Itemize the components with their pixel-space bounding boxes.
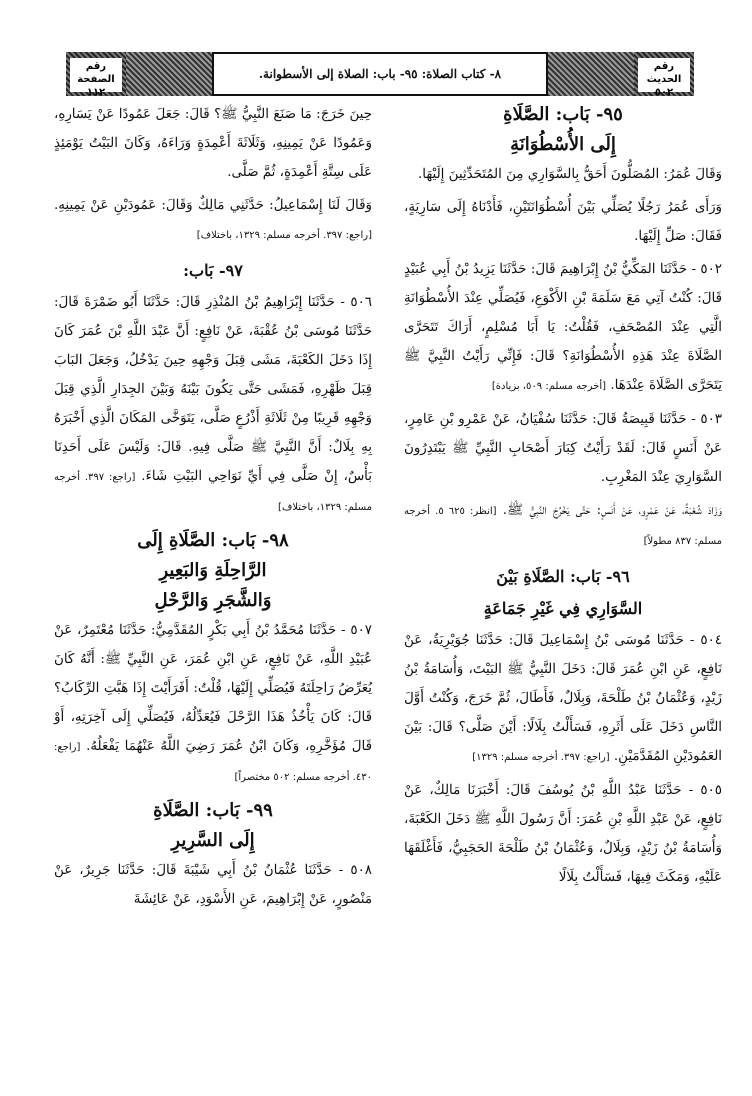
page-number-value: ١١٢: [86, 87, 106, 98]
hadith-number-box: [634, 52, 694, 96]
hadith-reference: [انظر: ٦٢٥ ٥. أخرجه مسلم: ٨٣٧ مطولاً]: [404, 506, 722, 547]
chapter-95-title-line1: ٩٥- بَاب: الصَّلَاةِ: [503, 104, 623, 125]
hadith-505: ٥٠٥ - حَدَّثَنَا عَبْدُ اللَّهِ بْنُ يُوسُفَ قَالَ: أَخْبَرَنَا مَالِكٌ، عَنْ نَافِعٍ، عَنْ عَبْدِ اللَّهِ بْنِ عُمَرَ: أَنَّ رَسُولَ اللَّهِ ﷺ دَخَلَ الكَعْبَةَ، وَأُسَامَةُ بْنُ زَيْدٍ، وَبِلَالٌ، وَعُثْمَانُ بْنُ طَلْحَةَ الحَجَبِيُّ، فَأَغْلَقَهَا عَلَيْهِ، وَمَكَثَ فِيهَا، فَسَأَلْتُ بِلَالًا: [404, 783, 722, 885]
running-title: ٨- كتاب الصلاة: ٩٥- باب: الصلاة إلى الأسطوانة.: [212, 52, 548, 96]
paragraph: وَرَأَى عُمَرُ رَجُلًا يُصَلِّي بَيْنَ أُسْطُوَانَتَيْنِ، فَأَدْنَاهُ إِلَى سَارِيَةٍ، فَقَالَ: صَلِّ إِلَيْهَا.: [404, 200, 722, 244]
left-column: [54, 100, 372, 918]
chapter-98-title-line1: ٩٨- بَاب: الصَّلَاةِ إِلَى: [137, 530, 289, 551]
chapter-96-title-line2: السَّوَارِي فِي غَيْرِ جَمَاعَةٍ: [483, 599, 643, 618]
hadith-505-continued: حِينَ خَرَجَ: مَا صَنَعَ النَّبِيُّ ﷺ؟ قَالَ: جَعَلَ عَمُودًا عَنْ يَسَارِهِ، وَعَمُودًا عَنْ يَمِينِهِ، وَثَلَاثَةَ أَعْمِدَةٍ وَرَاءَهُ، وَكَانَ البَيْتُ يَوْمَئِذٍ عَلَى سِتَّةِ أَعْمِدَةٍ، ثُمَّ صَلَّى.: [54, 107, 372, 180]
hadith-reference: [راجع: ٤٣٠. أخرجه مسلم: ٥٠٢ مختصراً]: [54, 742, 372, 783]
hadith-507: [54, 616, 372, 792]
page-number-label: رقم الصفحة: [77, 61, 115, 85]
chapter-98-title-line3: وَالشَّجَرِ وَالرَّحْلِ: [154, 590, 272, 611]
hadith-502: [404, 255, 722, 401]
chapter-99-title-line2: إِلَى السَّرِيرِ: [171, 830, 255, 851]
page-header: [66, 52, 694, 96]
hadith-504: [404, 626, 722, 772]
hadith-text: ٥٠٦ - حَدَّثَنَا إِبْرَاهِيمُ بْنُ المُنْذِرِ قَالَ: حَدَّثَنَا أَبُو ضَمْرَةَ قَالَ: حَدَّثَنَا مُوسَى بْنُ عُقْبَةَ، عَنْ نَافِعٍ: أَنَّ عَبْدَ اللَّهِ بْنَ عُمَرَ كَانَ إِذَا دَخَلَ الكَعْبَةَ، مَشَى قِبَلَ وَجْهِهِ حِينَ يَدْخُلُ، وَجَعَلَ البَابَ قِبَلَ ظَهْرِهِ، فَمَشَى حَتَّى يَكُونَ بَيْنَهُ وَبَيْنَ الجِدَارِ الَّذِي قِبَلَ وَجْهِهِ قَرِيبًا مِنْ ثَلَاثَةِ أَذْرُعٍ صَلَّى، يَتَوَخَّى المَكَانَ الَّذِي أَخْبَرَهُ بِهِ بِلَالٌ: أَنَّ النَّبِيَّ ﷺ صَلَّى فِيهِ. قَالَ: وَلَيْسَ عَلَى أَحَدِنَا بَأْسٌ، إِنْ صَلَّى فِي أَيِّ نَوَاحِي البَيْتِ شَاءَ.: [54, 295, 372, 484]
chapter-99-title-line1: ٩٩- بَاب: الصَّلَاةِ: [153, 800, 273, 821]
hadith-text: ٥٠٤ - حَدَّثَنَا مُوسَى بْنُ إِسْمَاعِيلَ قَالَ: حَدَّثَنَا جُوَيْرِيَةُ، عَنْ نَافِعٍ، عَنِ ابْنِ عُمَرَ قَالَ: دَخَلَ النَّبِيُّ ﷺ البَيْتَ، وَأُسَامَةُ بْنُ زَيْدٍ، وَعُثْمَانُ بْنُ طَلْحَةَ، وَبِلَالٌ، فَأَطَالَ، ثُمَّ خَرَجَ، وَكُنْتُ أَوَّلَ النَّاسِ دَخَلَ عَلَى أَثَرِهِ، فَسَأَلْتُ بِلَالًا: أَيْنَ صَلَّى؟ قَالَ: بَيْنَ العَمُودَيْنِ المُقَدَّمَيْنِ.: [404, 633, 722, 764]
right-column: [404, 100, 722, 896]
hadith-503: ٥٠٣ - حَدَّثَنَا قَبِيصَةُ قَالَ: حَدَّثَنَا سُفْيَانُ، عَنْ عَمْرِو بْنِ عَامِرٍ، عَنْ أَنَسٍ قَالَ: لَقَدْ رَأَيْتُ كِبَارَ أَصْحَابِ النَّبِيِّ ﷺ يَبْتَدِرُونَ السَّوَارِيَ عِنْدَ المَغْرِبِ.: [404, 412, 722, 485]
hadith-text: ٥٠٧ - حَدَّثَنَا مُحَمَّدُ بْنُ أَبِي بَكْرٍ المُقَدَّمِيُّ: حَدَّثَنَا مُعْتَمِرٌ، عَنْ عُبَيْدِ اللَّهِ، عَنْ نَافِعٍ، عَنِ ابْنِ عُمَرَ، عَنِ النَّبِيِّ ﷺ: أَنَّهُ كَانَ يُعَرِّضُ رَاحِلَتَهُ فَيُصَلِّي إِلَيْهَا، قُلْتُ: أَفَرَأَيْتَ إِذَا هَبَّتِ الرِّكَابُ؟ قَالَ: كَانَ يَأْخُذُ هَذَا الرَّحْلَ فَيُعَدِّلُهُ، فَيُصَلِّي إِلَى آخِرَتِهِ، أَوْ قَالَ مُؤَخَّرِهِ، وَكَانَ ابْنُ عُمَرَ رَضِيَ اللَّهُ عَنْهُمَا يَفْعَلُهُ.: [54, 623, 372, 754]
hadith-text: وَزَادَ شُعْبَةُ، عَنْ عَمْرٍو، عَنْ أَنَسٍ: حَتَّى يَخْرُجَ النَّبِيُّ ﷺ.: [502, 503, 722, 518]
hadith-number-label: رقم الحديث: [646, 61, 682, 85]
hadith-reference: [راجع: ٣٩٧. أخرجه مسلم: ١٣٢٩]: [472, 752, 610, 763]
hadith-text: وَقَالَ لَنَا إِسْمَاعِيلُ: حَدَّثَنِي مَالِكٌ وَقَالَ: عَمُودَيْنِ عَنْ يَمِينِهِ.: [54, 198, 372, 213]
chapter-95-title-line2: إِلَى الأُسْطُوَانَةِ: [510, 134, 616, 155]
hadith-506: [54, 288, 372, 522]
hadith-503-addition: [404, 496, 722, 556]
page-number-box: [66, 52, 126, 96]
hadith-reference: [أخرجه مسلم: ٥٠٩، بزيادة]: [491, 381, 607, 392]
hadith-number-value: ٥٠٢: [654, 87, 674, 98]
hadith-508: ٥٠٨ - حَدَّثَنَا عُثْمَانُ بْنُ أَبِي شَيْبَةَ قَالَ: حَدَّثَنَا جَرِيرٌ، عَنْ مَنْصُورٍ، عَنْ إِبْرَاهِيمَ، عَنِ الأَسْوَدِ، عَنْ عَائِشَةَ: [54, 863, 372, 907]
hadith-reference: [راجع: ٣٩٧. أخرجه مسلم: ١٣٢٩، باختلاف]: [196, 230, 372, 241]
header-ornament-right: [548, 52, 634, 96]
hadith-505-addition: [54, 191, 372, 250]
chapter-98-title-line2: الرَّاحِلَةِ وَالبَعِيرِ: [159, 560, 267, 581]
chapter-97-title: ٩٧- بَاب:: [183, 261, 243, 280]
paragraph: وَقَالَ عُمَرُ: المُصَلُّونَ أَحَقُّ بِالسَّوَارِي مِنَ المُتَحَدِّثِينَ إِلَيْهَا.: [418, 167, 722, 182]
hadith-text: ٥٠٢ - حَدَّثَنَا المَكِّيُّ بْنُ إِبْرَاهِيمَ قَالَ: حَدَّثَنَا يَزِيدُ بْنُ أَبِي عُبَيْدٍ قَالَ: كُنْتُ آتِي مَعَ سَلَمَةَ بْنِ الأَكْوَعِ، فَيُصَلِّي عِنْدَ الأُسْطُوَانَةِ الَّتِي عِنْدَ المُصْحَفِ، فَقُلْتُ: يَا أَبَا مُسْلِمٍ، أَرَاكَ تَتَحَرَّى الصَّلَاةَ عِنْدَ هَذِهِ الأُسْطُوَانَةِ؟ قَالَ: فَإِنِّي رَأَيْتُ النَّبِيَّ ﷺ يَتَحَرَّى الصَّلَاةَ عِنْدَهَا.: [404, 262, 722, 393]
hadith-reference: [راجع: ٣٩٧. أخرجه مسلم: ١٣٢٩، باختلاف]: [54, 472, 372, 513]
header-ornament-left: [126, 52, 212, 96]
chapter-96-title-line1: ٩٦- بَاب: الصَّلَاةِ بَيْنَ: [496, 567, 630, 586]
